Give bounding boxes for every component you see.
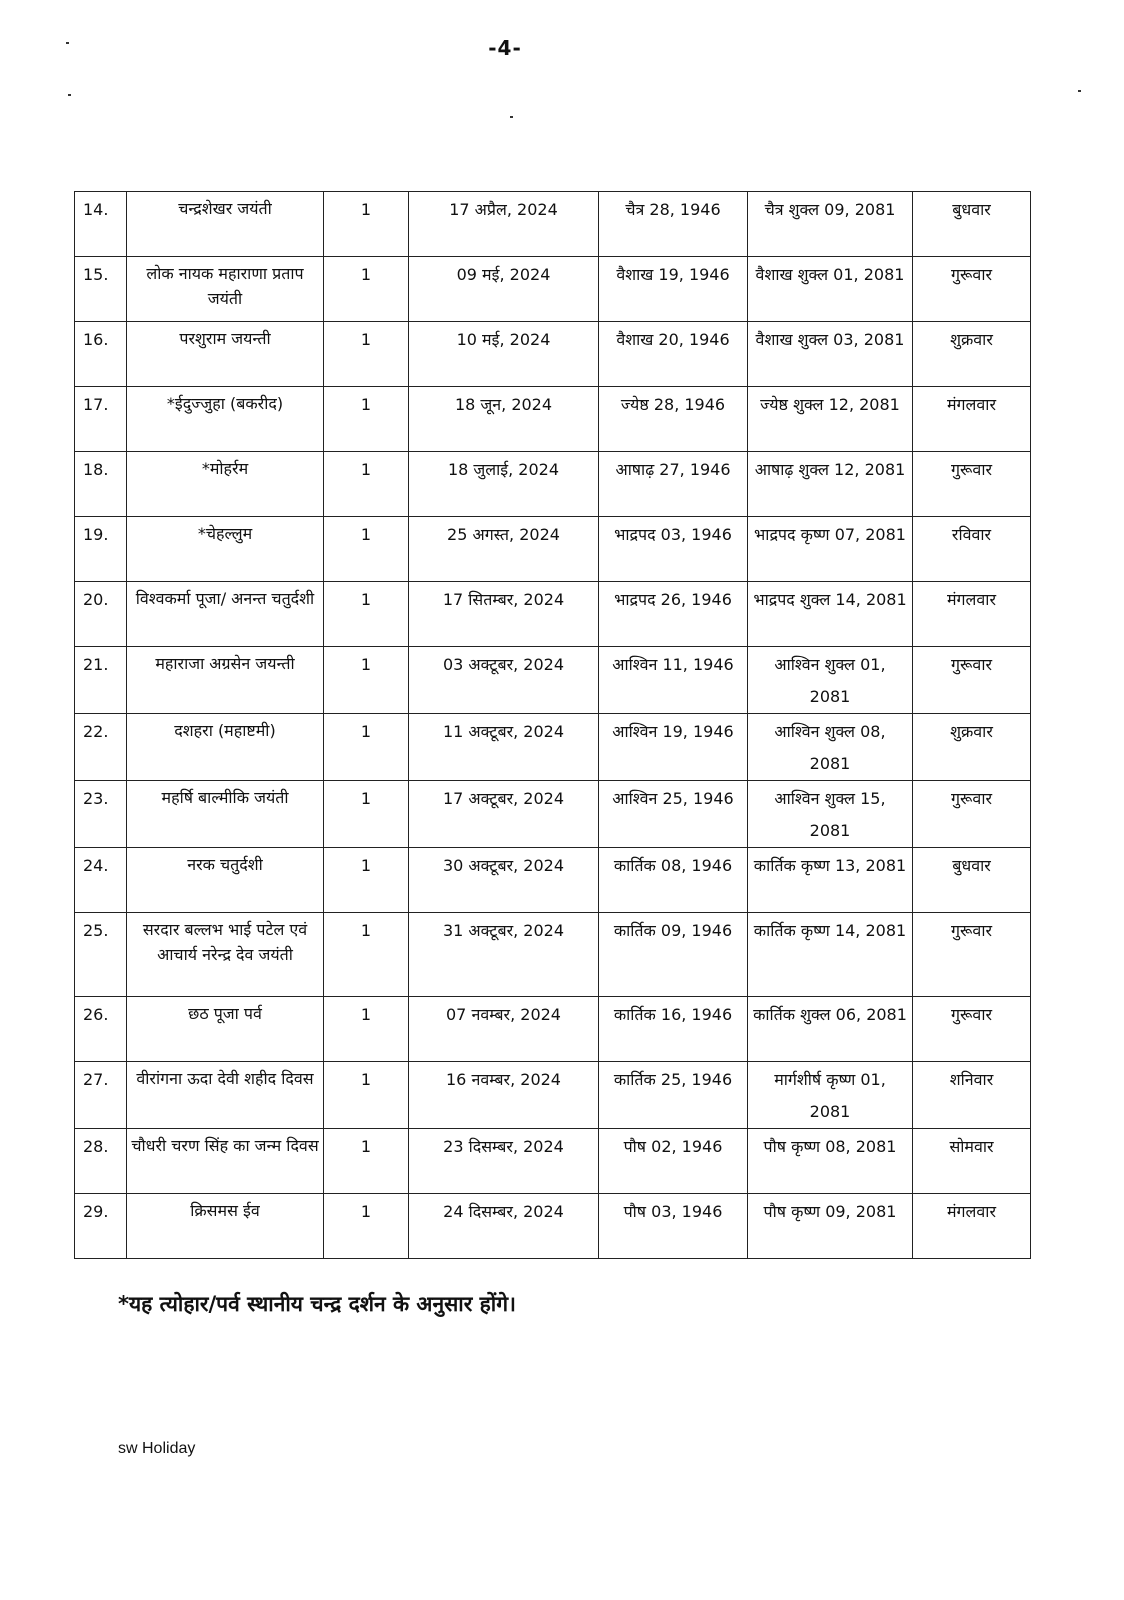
- holiday-row: [75, 714, 1031, 781]
- weekday-cell: गुरूवार: [913, 997, 1031, 1062]
- holiday-row: [75, 582, 1031, 647]
- samvat-date-cell: आश्विन शुक्ल 01, 2081: [748, 647, 913, 714]
- holiday-row: [75, 1129, 1031, 1194]
- days-count-cell: 1: [324, 781, 409, 848]
- samvat-date-cell: आश्विन शुक्ल 08, 2081: [748, 714, 913, 781]
- serial-number-cell: 24.: [75, 848, 127, 913]
- holiday-row: [75, 781, 1031, 848]
- serial-number-cell: 22.: [75, 714, 127, 781]
- holiday-name-cell: लोक नायक महाराणा प्रताप जयंती: [127, 257, 324, 322]
- weekday-cell: गुरूवार: [913, 257, 1031, 322]
- holiday-table-body: [75, 192, 1031, 1259]
- serial-number-cell: 17.: [75, 387, 127, 452]
- date-cell: 23 दिसम्बर, 2024: [409, 1129, 599, 1194]
- holiday-name-cell: चन्द्रशेखर जयंती: [127, 192, 324, 257]
- holiday-name-cell: महर्षि बाल्मीकि जयंती: [127, 781, 324, 848]
- serial-number-cell: 27.: [75, 1062, 127, 1129]
- holiday-row: [75, 848, 1031, 913]
- samvat-date-cell: वैशाख शुक्ल 01, 2081: [748, 257, 913, 322]
- serial-number-cell: 26.: [75, 997, 127, 1062]
- page-number: -4-: [488, 36, 522, 60]
- weekday-cell: मंगलवार: [913, 582, 1031, 647]
- holiday-name-cell: नरक चतुर्दशी: [127, 848, 324, 913]
- weekday-cell: बुधवार: [913, 848, 1031, 913]
- samvat-date-cell: पौष कृष्ण 09, 2081: [748, 1194, 913, 1259]
- date-cell: 03 अक्टूबर, 2024: [409, 647, 599, 714]
- samvat-date-cell: आश्विन शुक्ल 15, 2081: [748, 781, 913, 848]
- date-cell: 30 अक्टूबर, 2024: [409, 848, 599, 913]
- holiday-row: [75, 192, 1031, 257]
- holiday-row: [75, 257, 1031, 322]
- holiday-row: [75, 997, 1031, 1062]
- date-cell: 18 जून, 2024: [409, 387, 599, 452]
- date-cell: 10 मई, 2024: [409, 322, 599, 387]
- saka-date-cell: आश्विन 11, 1946: [599, 647, 748, 714]
- weekday-cell: रविवार: [913, 517, 1031, 582]
- days-count-cell: 1: [324, 452, 409, 517]
- weekday-cell: शुक्रवार: [913, 714, 1031, 781]
- days-count-cell: 1: [324, 997, 409, 1062]
- holiday-row: [75, 1194, 1031, 1259]
- holiday-name-cell: क्रिसमस ईव: [127, 1194, 324, 1259]
- saka-date-cell: कार्तिक 08, 1946: [599, 848, 748, 913]
- holiday-row: [75, 517, 1031, 582]
- weekday-cell: शनिवार: [913, 1062, 1031, 1129]
- samvat-date-cell: आषाढ़ शुक्ल 12, 2081: [748, 452, 913, 517]
- date-cell: 17 अप्रैल, 2024: [409, 192, 599, 257]
- samvat-date-cell: कार्तिक शुक्ल 06, 2081: [748, 997, 913, 1062]
- saka-date-cell: आश्विन 25, 1946: [599, 781, 748, 848]
- samvat-date-cell: कार्तिक कृष्ण 13, 2081: [748, 848, 913, 913]
- samvat-date-cell: वैशाख शुक्ल 03, 2081: [748, 322, 913, 387]
- serial-number-cell: 28.: [75, 1129, 127, 1194]
- holiday-name-cell: चौधरी चरण सिंह का जन्म दिवस: [127, 1129, 324, 1194]
- days-count-cell: 1: [324, 322, 409, 387]
- footnote: *यह त्योहार/पर्व स्थानीय चन्द्र दर्शन के अनुसार होंगे।: [118, 1292, 517, 1316]
- saka-date-cell: पौष 02, 1946: [599, 1129, 748, 1194]
- saka-date-cell: वैशाख 20, 1946: [599, 322, 748, 387]
- samvat-date-cell: भाद्रपद कृष्ण 07, 2081: [748, 517, 913, 582]
- saka-date-cell: आषाढ़ 27, 1946: [599, 452, 748, 517]
- samvat-date-cell: भाद्रपद शुक्ल 14, 2081: [748, 582, 913, 647]
- weekday-cell: गुरूवार: [913, 781, 1031, 848]
- holiday-row: [75, 913, 1031, 997]
- scan-speck: [510, 116, 513, 118]
- samvat-date-cell: पौष कृष्ण 08, 2081: [748, 1129, 913, 1194]
- date-cell: 11 अक्टूबर, 2024: [409, 714, 599, 781]
- days-count-cell: 1: [324, 517, 409, 582]
- weekday-cell: मंगलवार: [913, 387, 1031, 452]
- days-count-cell: 1: [324, 257, 409, 322]
- weekday-cell: गुरूवार: [913, 452, 1031, 517]
- saka-date-cell: भाद्रपद 03, 1946: [599, 517, 748, 582]
- holiday-name-cell: *ईदुज्जुहा (बकरीद): [127, 387, 324, 452]
- holiday-name-cell: विश्वकर्मा पूजा/ अनन्त चतुर्दशी: [127, 582, 324, 647]
- weekday-cell: मंगलवार: [913, 1194, 1031, 1259]
- date-cell: 17 सितम्बर, 2024: [409, 582, 599, 647]
- date-cell: 16 नवम्बर, 2024: [409, 1062, 599, 1129]
- serial-number-cell: 25.: [75, 913, 127, 997]
- holiday-name-cell: सरदार बल्लभ भाई पटेल एवं आचार्य नरेन्द्र देव जयंती: [127, 913, 324, 997]
- saka-date-cell: कार्तिक 09, 1946: [599, 913, 748, 997]
- holiday-row: [75, 387, 1031, 452]
- date-cell: 09 मई, 2024: [409, 257, 599, 322]
- serial-number-cell: 23.: [75, 781, 127, 848]
- days-count-cell: 1: [324, 913, 409, 997]
- saka-date-cell: भाद्रपद 26, 1946: [599, 582, 748, 647]
- weekday-cell: सोमवार: [913, 1129, 1031, 1194]
- saka-date-cell: चैत्र 28, 1946: [599, 192, 748, 257]
- days-count-cell: 1: [324, 192, 409, 257]
- samvat-date-cell: कार्तिक कृष्ण 14, 2081: [748, 913, 913, 997]
- samvat-date-cell: चैत्र शुक्ल 09, 2081: [748, 192, 913, 257]
- holiday-name-cell: छठ पूजा पर्व: [127, 997, 324, 1062]
- holiday-name-cell: *चेहल्लुम: [127, 517, 324, 582]
- holiday-row: [75, 647, 1031, 714]
- weekday-cell: शुक्रवार: [913, 322, 1031, 387]
- weekday-cell: बुधवार: [913, 192, 1031, 257]
- saka-date-cell: पौष 03, 1946: [599, 1194, 748, 1259]
- footer-label: sw Holiday: [118, 1440, 196, 1457]
- saka-date-cell: कार्तिक 16, 1946: [599, 997, 748, 1062]
- scan-speck: [68, 94, 71, 96]
- serial-number-cell: 21.: [75, 647, 127, 714]
- saka-date-cell: आश्विन 19, 1946: [599, 714, 748, 781]
- days-count-cell: 1: [324, 647, 409, 714]
- serial-number-cell: 19.: [75, 517, 127, 582]
- days-count-cell: 1: [324, 582, 409, 647]
- date-cell: 18 जुलाई, 2024: [409, 452, 599, 517]
- serial-number-cell: 29.: [75, 1194, 127, 1259]
- date-cell: 31 अक्टूबर, 2024: [409, 913, 599, 997]
- holiday-name-cell: वीरांगना ऊदा देवी शहीद दिवस: [127, 1062, 324, 1129]
- samvat-date-cell: मार्गशीर्ष कृष्ण 01, 2081: [748, 1062, 913, 1129]
- holiday-name-cell: दशहरा (महाष्टमी): [127, 714, 324, 781]
- holiday-name-cell: महाराजा अग्रसेन जयन्ती: [127, 647, 324, 714]
- saka-date-cell: कार्तिक 25, 1946: [599, 1062, 748, 1129]
- holiday-row: [75, 452, 1031, 517]
- samvat-date-cell: ज्येष्ठ शुक्ल 12, 2081: [748, 387, 913, 452]
- holiday-name-cell: परशुराम जयन्ती: [127, 322, 324, 387]
- date-cell: 24 दिसम्बर, 2024: [409, 1194, 599, 1259]
- scan-speck: [1078, 90, 1081, 92]
- days-count-cell: 1: [324, 1129, 409, 1194]
- saka-date-cell: ज्येष्ठ 28, 1946: [599, 387, 748, 452]
- date-cell: 07 नवम्बर, 2024: [409, 997, 599, 1062]
- serial-number-cell: 14.: [75, 192, 127, 257]
- holiday-row: [75, 322, 1031, 387]
- serial-number-cell: 20.: [75, 582, 127, 647]
- saka-date-cell: वैशाख 19, 1946: [599, 257, 748, 322]
- days-count-cell: 1: [324, 387, 409, 452]
- days-count-cell: 1: [324, 848, 409, 913]
- holiday-name-cell: *मोहर्रम: [127, 452, 324, 517]
- holiday-row: [75, 1062, 1031, 1129]
- days-count-cell: 1: [324, 714, 409, 781]
- date-cell: 17 अक्टूबर, 2024: [409, 781, 599, 848]
- days-count-cell: 1: [324, 1062, 409, 1129]
- weekday-cell: गुरूवार: [913, 647, 1031, 714]
- serial-number-cell: 15.: [75, 257, 127, 322]
- serial-number-cell: 18.: [75, 452, 127, 517]
- days-count-cell: 1: [324, 1194, 409, 1259]
- holiday-table: [74, 191, 1031, 1259]
- serial-number-cell: 16.: [75, 322, 127, 387]
- date-cell: 25 अगस्त, 2024: [409, 517, 599, 582]
- weekday-cell: गुरूवार: [913, 913, 1031, 997]
